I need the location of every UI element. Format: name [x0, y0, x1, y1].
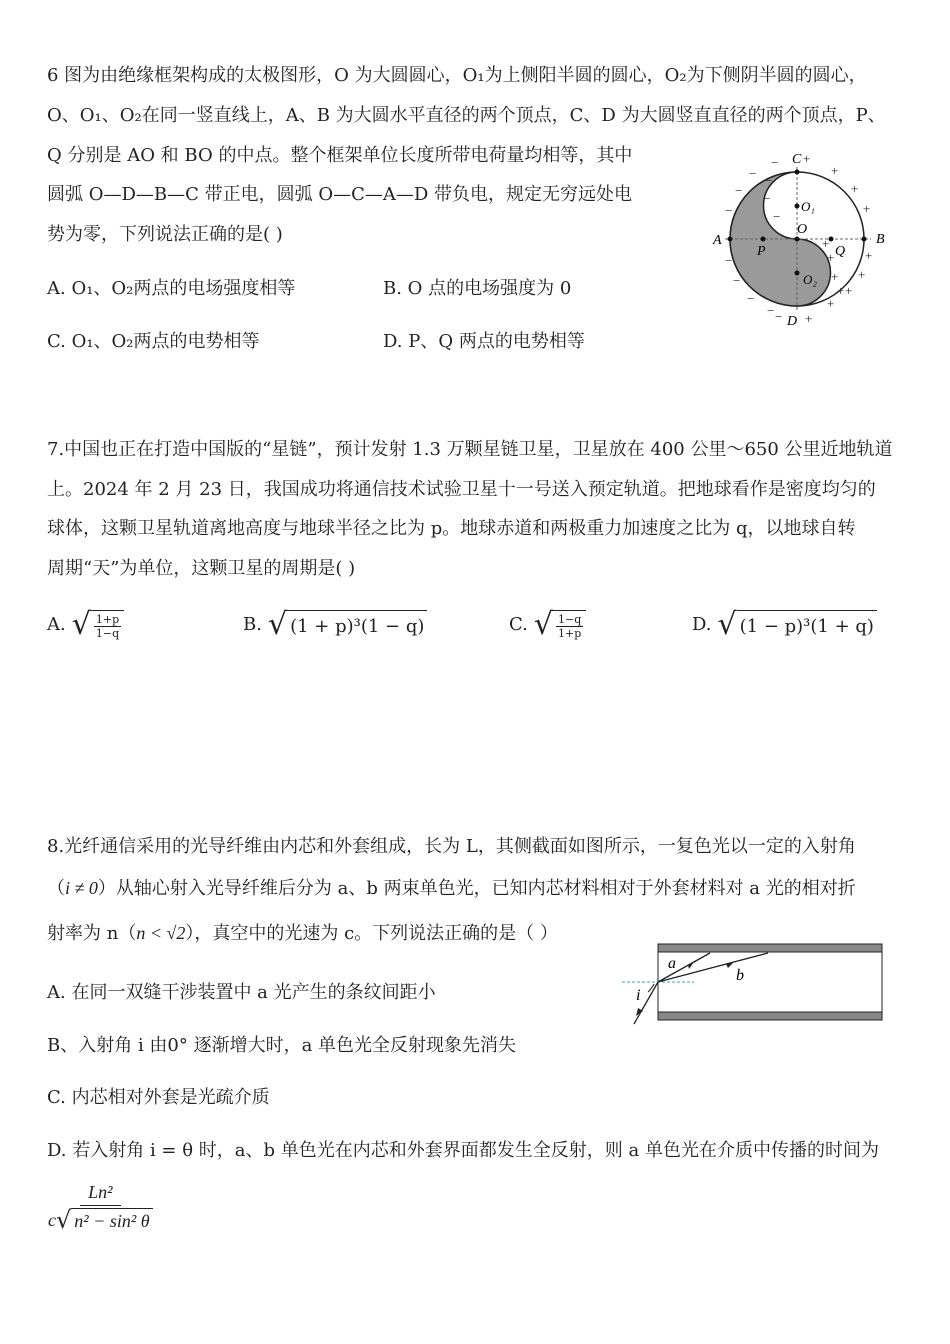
label-q: Q — [835, 244, 846, 259]
svg-text:+: + — [831, 269, 839, 284]
label-o1: O₁ — [801, 199, 815, 214]
svg-text:+: + — [805, 311, 813, 326]
q7-option-b: B. √ (1 + p)³(1 − q) — [243, 610, 427, 640]
svg-text:−: − — [773, 209, 781, 224]
q6-line-4: 圆弧 O—D—B—C 带正电，圆弧 O—C—A—D 带负电，规定无穷远处电 — [47, 184, 633, 205]
q8-option-d: D. 若入射角 i = θ 时，a、b 单色光在内芯和外套界面都发生全反射，则 a 单色光在介质中传播的时间为 — [47, 1140, 879, 1161]
svg-text:−: − — [763, 191, 771, 206]
q8-line-3: 射率为 n（n < √2），真空中的光速为 c。下列说法正确的是（ ） — [47, 923, 558, 944]
sqrt-symbol: √ (1 + p)³(1 − q) — [268, 610, 427, 640]
label-p: P — [757, 244, 766, 259]
svg-text:+: + — [803, 151, 811, 166]
svg-text:+: + — [827, 296, 835, 311]
svg-text:−: − — [747, 291, 755, 306]
svg-text:−: − — [735, 183, 743, 198]
q7-line-3: 球体，这颗卫星轨道离地高度与地球半径之比为 p。地球赤道和两极重力加速度之比为 q，以地球自转 — [47, 518, 856, 539]
taiji-figure — [705, 145, 905, 335]
q7-line-1: 7.中国也正在打造中国版的“星链”，预计发射 1.3 万颗星链卫星，卫星放在 400 公里～650 公里近地轨道 — [47, 439, 893, 460]
svg-text:−: − — [767, 303, 775, 318]
q6-line-1: 6 图为由绝缘框架构成的太极图形，O 为大圆圆心，O₁为上侧阳半圆的圆心，O₂为下侧阴半圆的圆心， — [47, 65, 867, 86]
q6-option-b: B. O 点的电场强度为 0 — [383, 278, 572, 299]
q7-option-d: D. √ (1 − p)³(1 + q) — [692, 610, 877, 640]
sqrt-symbol: √ $\frac{1+p}{1-q}$ — [72, 610, 124, 640]
svg-text:+: + — [831, 163, 839, 178]
q7-line-4: 周期“天”为单位，这颗卫星的周期是( ) — [47, 558, 356, 579]
q6-line-2: O、O₁、O₂在同一竖直线上，A、B 为大圆水平直径的两个顶点，C、D 为大圆竖直直径的两个顶点，P、 — [47, 105, 886, 126]
svg-text:+: + — [851, 181, 859, 196]
label-o: O — [797, 222, 808, 237]
q8-line-2: （i ≠ 0）从轴心射入光导纤维后分为 a、b 两束单色光，已知内芯材料相对于外套材料对 a 光的相对折 — [47, 878, 856, 899]
svg-text:−: − — [775, 309, 783, 324]
label-c: C — [792, 152, 802, 167]
svg-text:+: + — [837, 283, 845, 298]
label-b-ray: b — [736, 967, 744, 984]
q7-option-c: C. √ $\frac{1-q}{1+p}$ — [509, 610, 586, 640]
q8-option-c: C. 内芯相对外套是光疏介质 — [47, 1087, 270, 1108]
label-a: A — [713, 233, 722, 248]
q7-option-a: A. √ $\frac{1+p}{1-q}$ — [47, 610, 124, 640]
svg-text:+: + — [858, 267, 866, 282]
label-a-ray: a — [668, 955, 676, 972]
q6-option-d: D. P、Q 两点的电势相等 — [383, 331, 585, 352]
q8-line-1: 8.光纤通信采用的光导纤维由内芯和外套组成，长为 L，其侧截面如图所示，一复色光以一定的入射角 — [47, 836, 856, 857]
q6-option-c: C. O₁、O₂两点的电势相等 — [47, 331, 260, 352]
svg-text:−: − — [765, 173, 773, 188]
q6-option-a: A. O₁、O₂两点的电场强度相等 — [47, 278, 296, 299]
q7-line-2: 上。2024 年 2 月 23 日，我国成功将通信技术试验卫星十一号送入预定轨道。把地球看作是密度均匀的 — [47, 479, 876, 500]
svg-text:+: + — [845, 283, 853, 298]
q6-line-3: Q 分别是 AO 和 BO 的中点。整个框架单位长度所带电荷量均相等，其中 — [47, 145, 633, 166]
label-d: D — [787, 314, 798, 329]
svg-text:−: − — [725, 253, 733, 268]
svg-text:−: − — [733, 273, 741, 288]
svg-text:−: − — [749, 166, 757, 181]
label-o2: O₂ — [803, 272, 817, 287]
q8-answer-formula: Ln² c √ n² − sin² θ — [48, 1182, 153, 1232]
svg-text:+: + — [865, 248, 873, 263]
svg-text:−: − — [725, 203, 733, 218]
q8-option-b: B、入射角 i 由0° 逐渐增大时，a 单色光全反射现象先消失 — [47, 1035, 517, 1056]
svg-text:+: + — [863, 201, 871, 216]
q8-option-a: A. 在同一双缝干涉装置中 a 光产生的条纹间距小 — [47, 982, 436, 1003]
sqrt-symbol: √ $\frac{1-q}{1+p}$ — [534, 610, 586, 640]
svg-text:+: + — [822, 236, 830, 251]
svg-text:−: − — [771, 155, 779, 170]
optical-fiber-figure — [618, 938, 888, 1030]
svg-text:+: + — [827, 250, 835, 265]
sqrt-symbol: √ (1 − p)³(1 + q) — [718, 610, 877, 640]
label-i-angle: i — [636, 987, 641, 1004]
q6-line-5: 势为零，下列说法正确的是( ) — [47, 224, 283, 245]
label-b: B — [876, 232, 885, 247]
